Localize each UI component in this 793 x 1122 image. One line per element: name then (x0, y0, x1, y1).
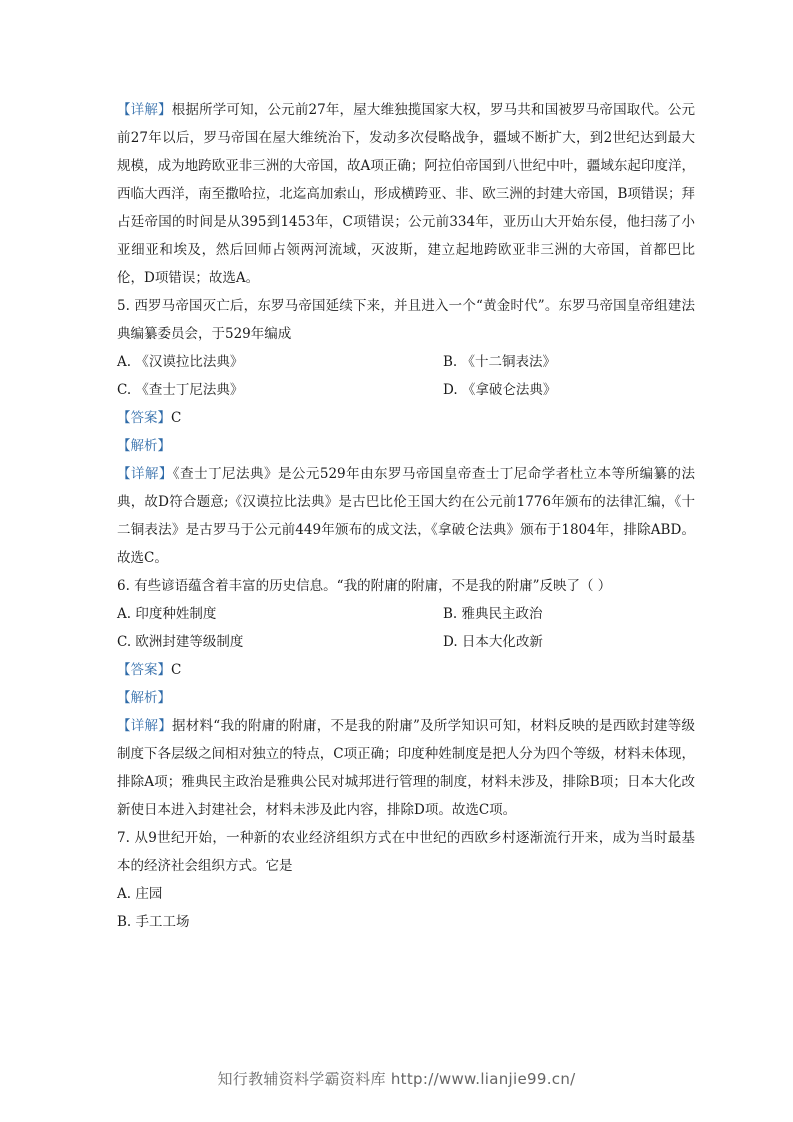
q5-answer (117, 404, 695, 432)
document-body (117, 96, 695, 936)
q4-detail (117, 96, 695, 292)
q7-stem: 7. 从9世纪开始，一种新的农业经济组织方式在中世纪的西欧乡村逐渐流行开来，成为当时最基本的经济社会组织方式。它是 (117, 830, 695, 874)
q6-stem: 6. 有些谚语蕴含着丰富的历史信息。“我的附庸的附庸，不是我的附庸”反映了（ ） (117, 578, 612, 594)
q6-options-row-1 (117, 600, 695, 628)
detail-text: 据材料“我的附庸的附庸，不是我的附庸”及所学知识可知，材料反映的是西欧封建等级制度下各层级之间相对独立的特点，C项正确；印度种姓制度是把人分为四个等级，材料未体现，排除A项；雅典民主政治是雅典公民对城邦进行管理的制度，材料未涉及，排除B项；日本大化改新使日本进入封建社会，材料未涉及此内容，排除D项。故选C项。 (117, 718, 696, 818)
q5-stem: 5. 西罗马帝国灭亡后，东罗马帝国延续下来，并且进入一个“黄金时代”。东罗马帝国皇帝组建法典编纂委员会，于529年编成 (117, 298, 695, 342)
footer-watermark: 知行教辅资料学霸资料库 http://www.lianjie99.cn/ (217, 1070, 576, 1088)
q7-option-a: A. 庄园 (117, 886, 163, 902)
q5-detail (117, 460, 695, 572)
q6-option-c: C. 欧洲封建等级制度 (117, 634, 244, 650)
detail-tag: 【详解】 (117, 102, 172, 118)
q5-option-d: D. 《拿破仑法典》 (443, 382, 557, 398)
detail-text: 《查士丁尼法典》是公元529年由东罗马帝国皇帝查士丁尼命学者杜立本等所编纂的法典，故D符合题意;《汉谟拉比法典》是古巴比伦王国大约在公元前1776年颁布的法律汇编，《十二铜表法》是古罗马于公元前449年颁布的成文法，《拿破仑法典》颁布于1804年，排除ABD。故选C。 (117, 466, 695, 566)
answer-value: C (171, 662, 182, 678)
q5-option-a: A. 《汉谟拉比法典》 (117, 354, 244, 370)
q5-option-c: C. 《查士丁尼法典》 (117, 382, 244, 398)
q7-option-b: B. 手工工场 (117, 914, 190, 930)
q5-option-b: B. 《十二铜表法》 (443, 354, 557, 370)
q5-options-row-2 (117, 376, 695, 404)
detail-text: 根据所学可知，公元前27年，屋大维独揽国家大权，罗马共和国被罗马帝国取代。公元前27年以后，罗马帝国在屋大维统治下，发动多次侵略战争，疆域不断扩大，到2世纪达到最大规模，成为地跨欧亚非三洲的大帝国，故A项正确；阿拉伯帝国到八世纪中叶，疆域东起印度洋，西临大西洋，南至撒哈拉，北迄高加索山，形成横跨亚、非、欧三洲的封建大帝国，B项错误；拜占廷帝国的时间是从395到1453年，C项错误；公元前334年，亚历山大开始东侵，他扫荡了小亚细亚和埃及，然后回师占领两河流域，灭波斯，建立起地跨欧亚非三洲的大帝国，首都巴比伦，D项错误；故选A。 (117, 102, 695, 286)
q6-option-d: D. 日本大化改新 (443, 634, 543, 650)
q6-option-a: A. 印度种姓制度 (117, 606, 217, 622)
q6-analysis-tag: 【解析】 (117, 690, 171, 706)
q6-answer (117, 656, 695, 684)
answer-tag: 【答案】 (117, 410, 171, 426)
answer-value: C (171, 410, 182, 426)
detail-tag: 【详解】 (117, 718, 173, 734)
q6-options-row-2 (117, 628, 695, 656)
detail-tag: 【详解】 (117, 466, 173, 482)
q6-option-b: B. 雅典民主政治 (443, 606, 543, 622)
q5-analysis-tag: 【解析】 (117, 438, 171, 454)
q6-detail (117, 712, 695, 824)
answer-tag: 【答案】 (117, 662, 171, 678)
q5-options-row-1 (117, 348, 695, 376)
